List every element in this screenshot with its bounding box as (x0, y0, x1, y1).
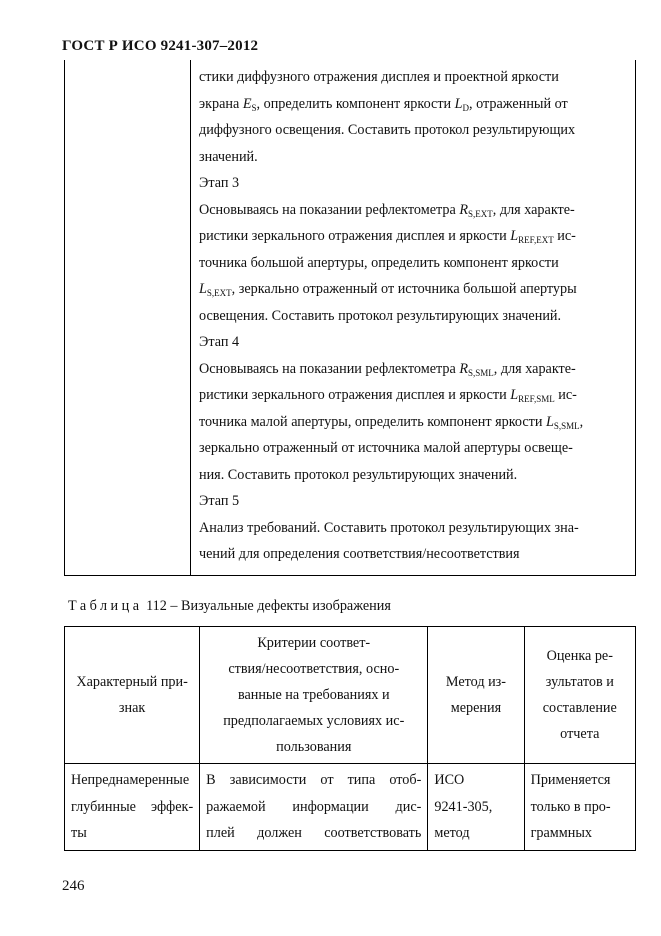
header-criteria: Критерии соответ- ствия/несоответствия, осно- ванные на требованиях и предполагаемых условиях ис- пользования (200, 627, 428, 764)
header-method: Метод из- мерения (428, 627, 524, 764)
text-line: Анализ требований. Составить протокол результирующих зна- (199, 519, 579, 536)
text-line: ния. Составить протокол результирующих значений. (199, 466, 518, 483)
text-line: ристики зеркального отражения дисплея и яркости $L_{REF,SML}$ ис- (199, 387, 577, 404)
table-header-row (65, 627, 636, 764)
stage-4-label: Этап 4 (199, 334, 240, 350)
stage-5-label: Этап 5 (199, 493, 240, 509)
text-line: диффузного освещения. Составить протокол результирующих (199, 122, 576, 138)
page-number: 246 (62, 878, 85, 894)
text-line: ристики зеркального отражения дисплея и яркости $L_{REF,EXT}$ ис- (199, 228, 576, 245)
header-characteristic: Характерный при- знак (65, 627, 200, 764)
text-line: чений для определения соответствия/несоответствия (199, 546, 520, 562)
text-line: точника большой апертуры, определить компонент яркости (199, 254, 559, 271)
text-line: Основываясь на показании рефлектометра $R_{S,SML}$, для характе- (199, 360, 576, 378)
text-line: значений. (199, 148, 258, 165)
text-line: точника малой апертуры, определить компонент яркости $L_{S,SML}$, (199, 413, 584, 431)
text-line: Основываясь на показании рефлектометра $R_{S,EXT}$, для характе- (199, 201, 575, 219)
continuation-table (64, 60, 636, 576)
cell-evaluation: Применяется только в про- граммных (524, 764, 635, 851)
procedure-text (199, 64, 627, 568)
text-line: экрана $E_S$, определить компонент яркости $L_D$, отраженный от (199, 95, 568, 113)
text-line: зеркально отраженный от источника малой апертуры освеще- (199, 440, 573, 456)
cell-criteria: В зависимости от типа отоб- ражаемой информации дис- плей должен соответствовать (200, 764, 428, 851)
text-line: $L_{S,EXT}$, зеркально отраженный от источника большой апертуры (199, 281, 577, 298)
table-caption: Таблица 112 – Визуальные дефекты изображения (68, 598, 391, 614)
visual-defects-table (64, 626, 636, 851)
document-header: ГОСТ Р ИСО 9241-307–2012 (62, 38, 259, 54)
text-line: освещения. Составить протокол результирующих значений. (199, 307, 562, 324)
header-evaluation: Оценка ре- зультатов и составление отчета (524, 627, 635, 764)
column-divider (190, 60, 191, 575)
stage-3-label: Этап 3 (199, 175, 240, 191)
text-line: стики диффузного отражения дисплея и проектной яркости (199, 69, 559, 85)
cell-method: ИСО 9241-305, метод (428, 764, 524, 851)
table-row (65, 764, 636, 851)
cell-characteristic: Непреднамеренные глубинные эффек- ты (65, 764, 200, 851)
